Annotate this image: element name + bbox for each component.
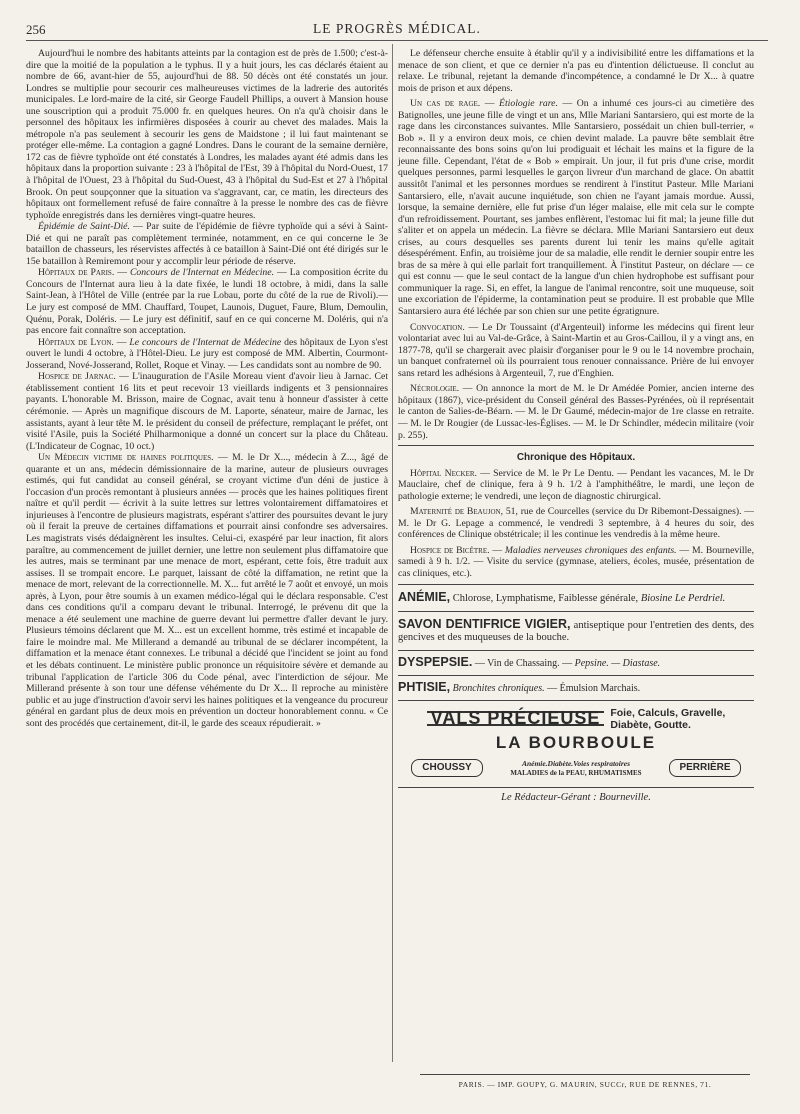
bourboule-perriere-badge: PERRIÈRE bbox=[669, 759, 741, 777]
article-title: Hospice de Jarnac. bbox=[38, 371, 116, 383]
printer-imprint: PARIS. — IMP. GOUPY, G. MAURIN, SUCCr, RUE DE RENNES, 71. bbox=[420, 1074, 750, 1089]
article-necrologie: Nécrologie. — On annonce la mort de M. le Dr Amédée Pomier, ancien interne des hôpitaux (1867), vice-président du Conseil général des Basses-Pyrénées, où il représentait le canton de Salies-de-Béarn. — M. le Dr Gaumé, médecin-major de 1re classe en retraite. — M. le Dr Rougier (de Lussac-les-Églises. — M. le Dr Schindler, médecin militaire (voir p. 255). bbox=[398, 383, 754, 441]
article-title: Hospice de Bicêtre. bbox=[410, 544, 490, 556]
ad-savon-vigier: SAVON DENTIFRICE VIGIER, antiseptique pour l'entretien des dents, des gencives et des muqueuses de la bouche. bbox=[398, 616, 754, 643]
article-title: Maternité de Beaujon, bbox=[410, 506, 504, 518]
vals-indications: Foie, Calculs, Gravelle, Diabète, Goutte. bbox=[610, 706, 726, 731]
article-medecin-victime: Un Médecin victime de haines politiques. — M. le Dr X..., médecin à Z..., âgé de quarante et un ans, médecin démissionnaire de la marine, auteur de plusieurs ouvrages estimés, qui fut candidat au conseil général, se croyant victime d'un déni de justice à l'occasion d'un procès remontant à plusieurs années — procès que les haines politiques firent naître et qu'il perdit — écrivit à la suite lettres sur lettres volontairement diffamatoires et injurieuses à l'encontre de plusieurs magistrats, espérant s'attirer des poursuites devant le jury où il ferait la preuve de certaines diffamations et pourrait ainsi confondre ses adversaires. Les magistrats visés dédaignèrent les insultes. Celui-ci, exaspéré par leur inaction, fit alors paraître, au commencement de juillet dernier, une lettre non seulement plus diffamatoire que les autres, mais se terminant par une menace de mort, espérant, cette fois, être traduit aux assises. Il se trompait encore. Le parquet, laissant de côté la diffamation, ne retint que la menace de mort, relevant de la correctionnelle. M. X... fut arrêté le 7 août et envoyé, un mois après, à Lyon, pour être soumis à un examen médico-légal qui le déclara responsable. C'est dans ces conditions qu'il a comparu devant le tribunal. Interrogé, le prévenu dit que la menace a été seulement une machine de guerre devant lui permettre d'aller devant le jury. Plusieurs témoins déclarent que M. X... est un excellent homme, très estimé et incapable de faire le moindre mal. Me Millerand a demandé au tribunal de se déclarer incompétent, la diffamation et la menace étant connexes. Le tribunal a décidé que l'incident se joint au fond et les débats continuent. Le ministère public prononce un réquisitoire sévère et demande au tribunal l'application de l'article 306 du Code pénal, avec l'interdiction de séjour. Me Millerand présente à son tour une défense véhémente du Dr X... Il reproche au ministère public et au juge d'instruction d'avoir servi les haines politiques et la vengeance du procureur général en gardant plus de deux mois en prévention un docteur honorablement connu. « Ce sont des procédés que certainement, dit-il, le garde des sceaux répudierait. » bbox=[26, 452, 388, 729]
ad-divider bbox=[398, 675, 754, 676]
bourboule-indications: Anémie.Diabète.Voies respiratoires bbox=[521, 758, 631, 768]
page-header bbox=[26, 18, 768, 41]
ads-divider bbox=[398, 584, 754, 585]
article-maidstone: Aujourd'hui le nombre des habitants atteints par la contagion est de près de 1.500; c'est-à-dire que la moitié de la population a le typhus. Il y a huit jours, les cas déclarés étaient au nombre de 66, avant-hier de 55, aujourd'hui de 88. 50 décès ont été constatés un jour. Londres se multiplie pour secourir ces malheureuses victimes de la ladrerie des autorités municipales. Le lord-maire de la cité, sir George Faudell Phillips, a ouvert à Mansion house une souscription qui a produit 75.000 fr. en quelques heures. On n'a qu'à choisir dans le personnel des hôpitaux les infirmières disposées à courir au chevet des malades. Mais la métropole n'a pas seulement à secourir les gens de Maidstone ; il lui faut maintenant se protéger elle-même. La contagion a gagné Londres. Dans le courant de la semaine dernière, 172 cas de fièvre typhoïde ont été constatés à Londres, les malades ayant été admis dans les hôpitaux dans la proportion suivante : 23 à l'hôpital de l'Est, 39 à l'hôpital du Nord-Ouest, 17 à l'hôpital de l'Ouest, 23 à l'hôpital du Sud-Ouest, 43 à l'hôpital du Sud-Est et 27 à l'hôpital Brook. On peut soupçonner que la situation va s'aggravant, car, ce matin, les directeurs des hôpitaux ont formellement refusé de faire connaître à la presse le nombre des cas de fièvre typhoïde enregistrés dans les dernières vingt-quatre heures. bbox=[26, 48, 388, 221]
right-column bbox=[398, 48, 754, 803]
bourboule-maladies: MALADIES de la PEAU, RHUMATISMES bbox=[510, 768, 642, 777]
vals-logo: VALS PRÉCIEUSE bbox=[427, 711, 605, 727]
ad-anemie: ANÉMIE, Chlorose, Lymphatisme, Faiblesse générale, Biosine Le Perdriel. bbox=[398, 589, 726, 604]
ad-la-bourboule bbox=[411, 732, 741, 783]
gerant-divider bbox=[398, 787, 754, 788]
article-convocation: Convocation. — Le Dr Toussaint (d'Argenteuil) informe les médecins qui firent leur volontariat avec lui au Val-de-Grâce, à Saint-Martin et au Gros-Caillou, il y a vingt ans, en 1877-78, qu'il se chargerait avec plaisir d'organiser pour le 9 ou le 14 novembre prochain, un banquet confraternel où ils pourraient tous renouer connaissance. Prière de lui envoyer sans retard les adhésions à Argenteuil, 7, rue d'Enghien. bbox=[398, 321, 754, 379]
ad-phtisie: PHTISIE, Bronchites chroniques. — Émulsion Marchais. bbox=[398, 679, 641, 694]
bourboule-title: LA BOURBOULE bbox=[495, 732, 657, 752]
left-column bbox=[26, 48, 388, 729]
chronique-necker: Hôpital Necker. — Service de M. le Pr Le Dentu. — Pendant les vacances, M. le Dr Mauclaire, chef de clinique, fera à 9 h. 1/2 à l'amphithéâtre, le mardi, une leçon de pathologie externe; le vendredi, une leçon de diagnostic chirurgical. bbox=[398, 467, 754, 502]
article-hospice-jarnac: Hospice de Jarnac. — L'inauguration de l'Asile Moreau vient d'avoir lieu à Jarnac. Cet établissement contient 16 lits et peut recevoir 13 vieillards indigents et 3 pensionnaires payants. L'honorable M. Brisson, maire de Cognac, avait tenu à honneur d'assister à cette cérémonie. — Après un magnifique discours de M. Laporte, sénateur, maire de Jarnac, les assistants, ayant à leur tête M. le président du conseil de préfecture, remplaçant le préfet, ont visité l'Asile, puis la Société Philharmonique a donné un concert sur la place du Château. (L'Indicateur de Cognac, 10 oct.) bbox=[26, 371, 389, 452]
article-title: Hôpital Necker. bbox=[410, 467, 477, 479]
column-divider bbox=[392, 44, 393, 1062]
article-title: Hôpitaux de Lyon. bbox=[38, 336, 114, 348]
article-continuation: Le défenseur cherche ensuite à établir qu'il y a indivisibilité entre les diffamations et la menace de son client, et que ce dernier n'a pas eu d'intention délictueuse. Il conclut au relaxe. Le tribunal, rejetant la demande d'incompétence, a condamné le Dr X... à quatre mois de prison et aux dépens. bbox=[398, 48, 754, 94]
page-number: 256 bbox=[26, 22, 46, 37]
redacteur-gerant: Le Rédacteur-Gérant : Bourneville. bbox=[501, 791, 651, 803]
chronique-beaujon: Maternité de Beaujon, 51, rue de Courcelles (service du Dr Ribemont-Dessaignes). — M. le Dr G. Lepage a commencé, le vendredi 3 septembre, à 4 heures du soir, des conférences de Clinique obstétricale; il les continue les vendredis à la même heure. bbox=[398, 506, 754, 541]
ad-dyspepsie: DYSPEPSIE. — Vin de Chassaing. — Pepsine. — Diastase. bbox=[398, 654, 661, 669]
chronique-bicetre: Hospice de Bicêtre. — Maladies nerveuses chroniques des enfants. — M. Bourneville, samedi à 9 h. 1/2. — Visite du service (gymnase, ateliers, écoles, musée, présentation de cas cliniques, etc.). bbox=[398, 544, 755, 579]
article-hopitaux-paris: Hôpitaux de Paris. — Concours de l'Internat en Médecine. — La composition écrite du Concours de l'Internat aura lieu à la date fixée, le lundi 18 octobre, à midi, dans la salle Saint-Jean, à l'Hôtel de Ville (entrée par la rue Lobau, porte du côté de la rue de Rivoli).— Le jury est composé de MM. Chauffard, Toupet, Launois, Duguet, Faure, Blum, Demoulin, Quénu, Porak, Doléris. — Le jury est définitif, sauf en ce qui concerne M. Doléris, qui n'a pas encore fait connaître son acceptation. bbox=[26, 267, 389, 337]
article-title: Un cas de rage. bbox=[410, 98, 481, 110]
article-cas-de-rage: Un cas de rage. — Étiologie rare. — On a inhumé ces jours-ci au cimetière des Batignolles, une jeune fille de vingt et un ans, Mlle Mariani Santarsiero, qui est morte de la rage dans les circonstances suivantes. Mlle Santarsiero, possédait un chien bull-terrier, « Bob ». Il y a environ deux mois, ce chien devint malade. La pauvre bête semblait être reconnaissante des bons soins qu'on lui prodiguait et léchait les mains et la figure de la jeune fille. Cependant, l'état de « Bob » empirait. Un jour, il fut pris d'une crise, mordit quelques personnes, parmi lesquelles le garçon livreur d'un marchand de glace. On abattit aussitôt l'animal et les personnes mordues se rendirent à l'institut Pasteur. Mlle Mariani Santarsiero, elle, n'avait aucune inquiétude, son chien ne l'ayant jamais mordue. Aussi, lorsque, la semaine dernière, elle fut prise d'un léger malaise, elle mit cela sur le compte d'un refroidissement. Pourtant, ses jambes enflèrent, l'estomac lui fit mal; la jeune fille dut s'aliter et on appela un médecin. La fièvre se déclara. Mlle Mariani Santarsiero eut deux crises, au cours desquelles ses parents durent lui tenir les mains qu'elle agitait désespérément. Enfin, au troisième jour de sa maladie, elle rendit le dernier soupir entre les bras de sa mère à qui elle parlait fort tranquillement. À l'institut Pasteur, on déclare — ce qui est connu — que le seul contact de la langue d'un chien hydrophobe est suffisant pour communiquer la rage. Si, en effet, la langue de l'animal rencontre, soit une muqueuse, soit une excoriation de l'épiderme, la contamination peut se produire. Il est probable que Mlle Santarsiero aura été léchée par son chien sur une petite égratignure. bbox=[398, 98, 754, 318]
chronique-heading: Chronique des Hôpitaux. bbox=[516, 452, 636, 464]
ad-divider bbox=[398, 650, 754, 651]
article-hopitaux-lyon: Hôpitaux de Lyon. — Le concours de l'Internat de Médecine des hôpitaux de Lyon s'est ouvert le lundi 4 octobre, à l'Hôtel-Dieu. Le jury est composé de MM. Albertin, Courmont-Josserand, Nové-Josserand, Rollet, Roque et Vinay. — Les candidats sont au nombre de 90. bbox=[26, 336, 388, 371]
article-title: Hôpitaux de Paris. bbox=[38, 267, 115, 279]
article-title: Convocation. bbox=[410, 321, 465, 333]
article-title: Nécrologie. bbox=[410, 383, 460, 395]
journal-title: LE PROGRÈS MÉDICAL. bbox=[313, 21, 481, 36]
ad-divider bbox=[398, 611, 754, 612]
ad-vals-precieuse bbox=[398, 707, 754, 731]
article-saint-die: Épidémie de Saint-Dié. — Par suite de l'épidémie de fièvre typhoïde qui a sévi à Saint-Dié et qui ne paraît pas complètement terminée, notamment, en ce qui concerne le 3e bataillon de chasseurs, les réservistes affectés à ce bataillon à Saint-Dié ont été dirigés sur le 15e bataillon à Remiremont pour y accomplir leur période de réserve. bbox=[26, 221, 389, 267]
article-title: Épidémie de Saint-Dié. bbox=[38, 221, 130, 233]
section-divider bbox=[398, 445, 754, 446]
bourboule-choussy-badge: CHOUSSY bbox=[411, 759, 483, 777]
article-title: Un Médecin victime de haines politiques. bbox=[38, 452, 214, 464]
ad-divider bbox=[398, 700, 754, 701]
